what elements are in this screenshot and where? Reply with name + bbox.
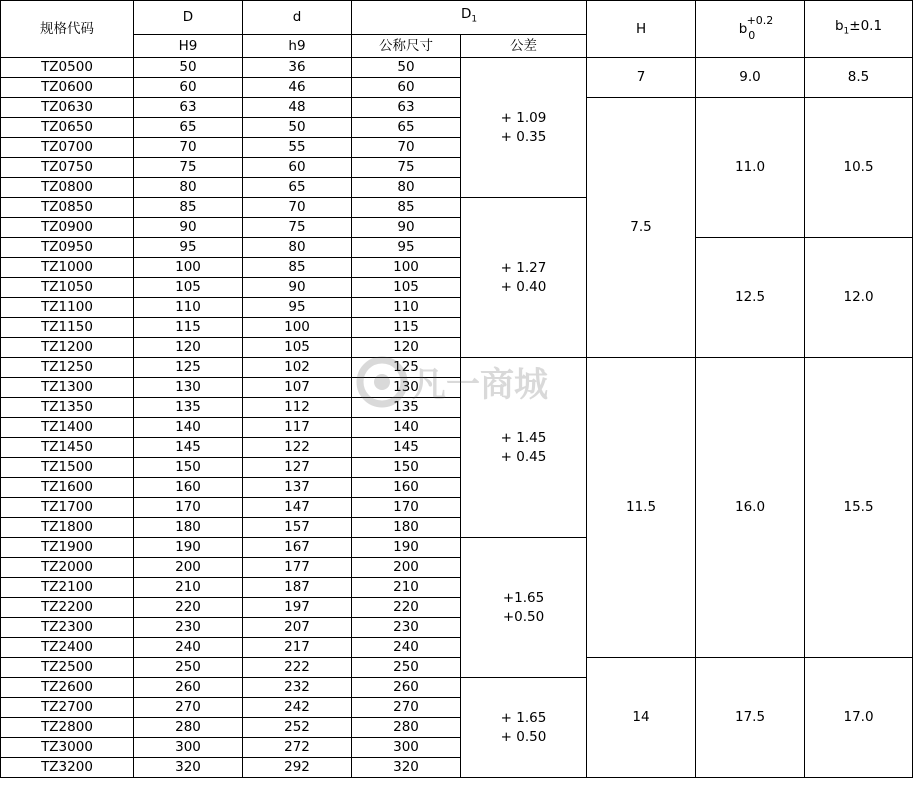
- cell-code: TZ2400: [1, 638, 134, 658]
- tolerance-lower: + 0.45: [500, 448, 547, 465]
- cell-nominal: 250: [352, 658, 461, 678]
- cell-nominal: 300: [352, 738, 461, 758]
- cell-b0: 9.0: [696, 58, 805, 98]
- tolerance-upper: + 1.65: [500, 709, 547, 726]
- cell-d: 217: [243, 638, 352, 658]
- cell-D: 135: [134, 398, 243, 418]
- cell-d: 232: [243, 678, 352, 698]
- header-nominal: 公称尺寸: [352, 35, 461, 58]
- cell-d: 207: [243, 618, 352, 638]
- cell-D: 260: [134, 678, 243, 698]
- cell-d: 122: [243, 438, 352, 458]
- cell-code: TZ1050: [1, 278, 134, 298]
- table-row: [1, 58, 913, 78]
- cell-nominal: 75: [352, 158, 461, 178]
- cell-nominal: 50: [352, 58, 461, 78]
- cell-D: 150: [134, 458, 243, 478]
- cell-D: 250: [134, 658, 243, 678]
- cell-D: 95: [134, 238, 243, 258]
- cell-D: 75: [134, 158, 243, 178]
- cell-d: 80: [243, 238, 352, 258]
- cell-D: 85: [134, 198, 243, 218]
- cell-D: 60: [134, 78, 243, 98]
- tolerance-lower: + 0.35: [500, 128, 547, 145]
- cell-code: TZ2500: [1, 658, 134, 678]
- cell-b1: 17.0: [805, 658, 913, 778]
- cell-d: 252: [243, 718, 352, 738]
- cell-code: TZ1250: [1, 358, 134, 378]
- cell-nominal: 140: [352, 418, 461, 438]
- header-d-tol: h9: [243, 35, 352, 58]
- cell-d: 85: [243, 258, 352, 278]
- cell-code: TZ0630: [1, 98, 134, 118]
- cell-D: 190: [134, 538, 243, 558]
- cell-d: 197: [243, 598, 352, 618]
- cell-D: 100: [134, 258, 243, 278]
- cell-nominal: 270: [352, 698, 461, 718]
- cell-d: 222: [243, 658, 352, 678]
- cell-nominal: 115: [352, 318, 461, 338]
- tolerance-upper: + 1.45: [500, 429, 547, 446]
- cell-code: TZ0650: [1, 118, 134, 138]
- cell-D: 280: [134, 718, 243, 738]
- cell-D: 200: [134, 558, 243, 578]
- cell-nominal: 190: [352, 538, 461, 558]
- cell-tolerance: [461, 58, 587, 198]
- header-D1: $D_1$: [352, 1, 587, 35]
- cell-d: 177: [243, 558, 352, 578]
- cell-D: 270: [134, 698, 243, 718]
- cell-d: 65: [243, 178, 352, 198]
- header-d: d: [243, 1, 352, 35]
- cell-d: 107: [243, 378, 352, 398]
- tolerance-upper: + 1.27: [500, 259, 547, 276]
- cell-D: 160: [134, 478, 243, 498]
- cell-d: 102: [243, 358, 352, 378]
- header-b1: $b_1\pm 0.1$: [805, 1, 913, 58]
- cell-D: 240: [134, 638, 243, 658]
- cell-d: 242: [243, 698, 352, 718]
- cell-nominal: 60: [352, 78, 461, 98]
- cell-nominal: 120: [352, 338, 461, 358]
- cell-code: TZ1150: [1, 318, 134, 338]
- table-row: [1, 98, 913, 118]
- cell-code: TZ1900: [1, 538, 134, 558]
- cell-H: 11.5: [587, 358, 696, 658]
- cell-d: 117: [243, 418, 352, 438]
- cell-code: TZ0950: [1, 238, 134, 258]
- cell-d: 167: [243, 538, 352, 558]
- cell-b0: 16.0: [696, 358, 805, 658]
- table-row: [1, 358, 913, 378]
- tolerance-upper: +1.65: [502, 589, 545, 606]
- cell-code: TZ2700: [1, 698, 134, 718]
- cell-D: 50: [134, 58, 243, 78]
- cell-d: 70: [243, 198, 352, 218]
- cell-D: 300: [134, 738, 243, 758]
- cell-code: TZ0850: [1, 198, 134, 218]
- cell-nominal: 150: [352, 458, 461, 478]
- cell-D: 65: [134, 118, 243, 138]
- cell-d: 147: [243, 498, 352, 518]
- header-b0: b +0.2 0: [696, 1, 805, 58]
- cell-nominal: 180: [352, 518, 461, 538]
- cell-code: TZ1400: [1, 418, 134, 438]
- cell-d: 90: [243, 278, 352, 298]
- cell-nominal: 320: [352, 758, 461, 778]
- cell-nominal: 85: [352, 198, 461, 218]
- cell-code: TZ1300: [1, 378, 134, 398]
- cell-nominal: 280: [352, 718, 461, 738]
- cell-nominal: 80: [352, 178, 461, 198]
- cell-nominal: 200: [352, 558, 461, 578]
- cell-D: 120: [134, 338, 243, 358]
- tolerance-lower: + 0.50: [500, 728, 547, 745]
- cell-code: TZ2000: [1, 558, 134, 578]
- cell-nominal: 90: [352, 218, 461, 238]
- cell-code: TZ1200: [1, 338, 134, 358]
- cell-code: TZ1450: [1, 438, 134, 458]
- tolerance-lower: +0.50: [502, 608, 545, 625]
- cell-D: 130: [134, 378, 243, 398]
- cell-D: 63: [134, 98, 243, 118]
- cell-D: 220: [134, 598, 243, 618]
- cell-d: 50: [243, 118, 352, 138]
- cell-nominal: 170: [352, 498, 461, 518]
- cell-D: 170: [134, 498, 243, 518]
- cell-H: 14: [587, 658, 696, 778]
- cell-D: 140: [134, 418, 243, 438]
- cell-nominal: 160: [352, 478, 461, 498]
- cell-d: 36: [243, 58, 352, 78]
- cell-H: 7.5: [587, 98, 696, 358]
- cell-code: TZ1350: [1, 398, 134, 418]
- cell-d: 105: [243, 338, 352, 358]
- cell-D: 110: [134, 298, 243, 318]
- cell-code: TZ1700: [1, 498, 134, 518]
- cell-nominal: 95: [352, 238, 461, 258]
- cell-d: 100: [243, 318, 352, 338]
- cell-nominal: 145: [352, 438, 461, 458]
- cell-code: TZ2600: [1, 678, 134, 698]
- cell-b0: 11.0: [696, 98, 805, 238]
- cell-d: 127: [243, 458, 352, 478]
- cell-d: 46: [243, 78, 352, 98]
- table-row: [1, 658, 913, 678]
- cell-code: TZ0800: [1, 178, 134, 198]
- cell-nominal: 65: [352, 118, 461, 138]
- cell-code: TZ1000: [1, 258, 134, 278]
- cell-d: 137: [243, 478, 352, 498]
- cell-D: 210: [134, 578, 243, 598]
- cell-d: 292: [243, 758, 352, 778]
- cell-tolerance: [461, 678, 587, 778]
- cell-code: TZ1800: [1, 518, 134, 538]
- cell-d: 95: [243, 298, 352, 318]
- cell-b0: 17.5: [696, 658, 805, 778]
- tolerance-lower: + 0.40: [500, 278, 547, 295]
- cell-d: 272: [243, 738, 352, 758]
- cell-code: TZ3000: [1, 738, 134, 758]
- header-code: 规格代码: [1, 1, 134, 58]
- cell-code: TZ0900: [1, 218, 134, 238]
- header-tolerance: 公差: [461, 35, 587, 58]
- cell-code: TZ2200: [1, 598, 134, 618]
- cell-code: TZ0700: [1, 138, 134, 158]
- cell-nominal: 70: [352, 138, 461, 158]
- cell-code: TZ2800: [1, 718, 134, 738]
- cell-tolerance: [461, 198, 587, 358]
- cell-nominal: 105: [352, 278, 461, 298]
- cell-nominal: 135: [352, 398, 461, 418]
- cell-code: TZ0600: [1, 78, 134, 98]
- header-H: H: [587, 1, 696, 58]
- cell-D: 115: [134, 318, 243, 338]
- header-D-tol: H9: [134, 35, 243, 58]
- cell-tolerance: [461, 358, 587, 538]
- cell-nominal: 220: [352, 598, 461, 618]
- header-D: D: [134, 1, 243, 35]
- cell-code: TZ2100: [1, 578, 134, 598]
- cell-d: 75: [243, 218, 352, 238]
- watermark-text: 凡一商城: [412, 365, 548, 405]
- cell-nominal: 130: [352, 378, 461, 398]
- cell-D: 70: [134, 138, 243, 158]
- cell-nominal: 260: [352, 678, 461, 698]
- cell-code: TZ1600: [1, 478, 134, 498]
- cell-tolerance: [461, 538, 587, 678]
- cell-code: TZ2300: [1, 618, 134, 638]
- cell-D: 80: [134, 178, 243, 198]
- cell-d: 187: [243, 578, 352, 598]
- table-row: [1, 238, 913, 258]
- cell-nominal: 63: [352, 98, 461, 118]
- cell-nominal: 125: [352, 358, 461, 378]
- cell-code: TZ3200: [1, 758, 134, 778]
- cell-b1: 12.0: [805, 238, 913, 358]
- cell-d: 48: [243, 98, 352, 118]
- cell-H: 7: [587, 58, 696, 98]
- cell-code: TZ1500: [1, 458, 134, 478]
- cell-D: 320: [134, 758, 243, 778]
- cell-d: 112: [243, 398, 352, 418]
- cell-nominal: 110: [352, 298, 461, 318]
- cell-D: 125: [134, 358, 243, 378]
- tolerance-upper: + 1.09: [500, 109, 547, 126]
- cell-b1: 15.5: [805, 358, 913, 658]
- cell-D: 230: [134, 618, 243, 638]
- cell-nominal: 230: [352, 618, 461, 638]
- cell-d: 60: [243, 158, 352, 178]
- cell-code: TZ0500: [1, 58, 134, 78]
- cell-d: 55: [243, 138, 352, 158]
- cell-D: 90: [134, 218, 243, 238]
- cell-D: 180: [134, 518, 243, 538]
- cell-b1: 8.5: [805, 58, 913, 98]
- cell-b0: 12.5: [696, 238, 805, 358]
- cell-b1: 10.5: [805, 98, 913, 238]
- cell-D: 105: [134, 278, 243, 298]
- cell-D: 145: [134, 438, 243, 458]
- cell-nominal: 100: [352, 258, 461, 278]
- cell-d: 157: [243, 518, 352, 538]
- cell-nominal: 210: [352, 578, 461, 598]
- cell-nominal: 240: [352, 638, 461, 658]
- cell-code: TZ0750: [1, 158, 134, 178]
- cell-code: TZ1100: [1, 298, 134, 318]
